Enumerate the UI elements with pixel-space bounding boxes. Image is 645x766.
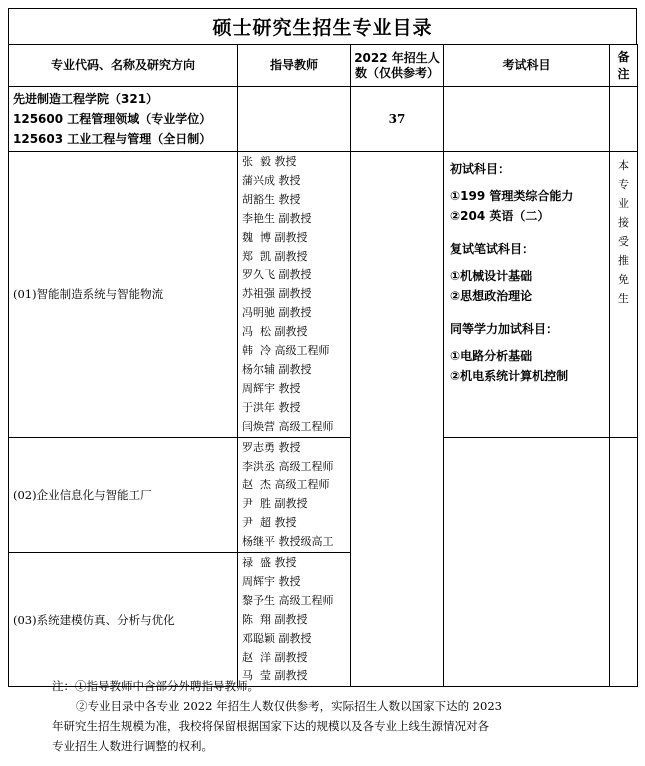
tutor-item: 陈 翔 副教授 bbox=[242, 612, 308, 626]
header-exam: 考试科目 bbox=[444, 45, 610, 87]
tutor-item: 于洪年 教授 bbox=[242, 400, 301, 414]
tutor-item: 尹 胜 副教授 bbox=[242, 497, 308, 511]
tutor-item: 胡豁生 教授 bbox=[242, 192, 301, 206]
exam-item: ①电路分析基础 bbox=[450, 349, 533, 363]
exam-item: ①199 管理类综合能力 bbox=[450, 189, 574, 203]
tutor-item: 韩 冷 高级工程师 bbox=[242, 344, 330, 358]
exam-subjects bbox=[444, 152, 610, 438]
tutor-item: 邓聪颖 副教授 bbox=[242, 631, 312, 645]
tutor-item: 郑 凯 副教授 bbox=[242, 249, 308, 263]
header-major: 专业代码、名称及研究方向 bbox=[9, 45, 238, 87]
extra-exam-title: 同等学力加试科目： bbox=[450, 322, 559, 336]
direction-row bbox=[9, 152, 638, 438]
note-line: 注：①指导教师中含部分外聘指导教师。 bbox=[52, 679, 259, 693]
header-tutor: 指导教师 bbox=[238, 45, 351, 87]
note-line: ②专业目录中各专业 2022 年招生人数仅供参考，实际招生人数以国家下达的 2023 bbox=[76, 699, 502, 713]
tutor-list bbox=[238, 553, 351, 687]
tutor-item: 魏 博 副教授 bbox=[242, 230, 308, 244]
exam-item: ②204 英语（二） bbox=[450, 209, 550, 223]
tutor-item: 冯明驰 副教授 bbox=[242, 306, 312, 320]
direction-name: (02)企业信息化与智能工厂 bbox=[9, 437, 238, 552]
tutor-item: 闫焕营 高级工程师 bbox=[242, 419, 334, 433]
extra-exam-group bbox=[450, 320, 603, 386]
tutor-item: 苏祖强 副教授 bbox=[242, 287, 312, 301]
initial-exam-group bbox=[450, 160, 603, 226]
college-remark-empty bbox=[610, 87, 638, 152]
exam-item: ②思想政治理论 bbox=[450, 289, 533, 303]
college-field: 125600 工程管理领域（专业学位） bbox=[13, 112, 212, 126]
tutor-item: 赵 杰 高级工程师 bbox=[242, 478, 330, 492]
direction-row bbox=[9, 437, 638, 552]
catalog-table bbox=[8, 44, 638, 687]
tutor-item: 张 毅 教授 bbox=[242, 155, 297, 168]
tutor-item: 杨继平 教授级高工 bbox=[242, 535, 334, 549]
remark-text: 本专业接受推免生 bbox=[618, 159, 629, 305]
exam-item: ①机械设计基础 bbox=[450, 269, 533, 283]
college-major: 125603 工业工程与管理（全日制） bbox=[13, 132, 212, 146]
tutor-item: 李艳生 副教授 bbox=[242, 211, 312, 225]
college-info bbox=[9, 87, 238, 152]
header-quota: 2022 年招生人数（仅供参考） bbox=[351, 45, 444, 87]
tutor-item: 周辉宇 教授 bbox=[242, 381, 301, 395]
tutor-item: 李洪丞 高级工程师 bbox=[242, 459, 334, 473]
header-remark: 备注 bbox=[610, 45, 638, 87]
quota-empty bbox=[351, 152, 444, 687]
exam-empty bbox=[444, 437, 610, 687]
tutor-item: 禄 盛 教授 bbox=[242, 556, 297, 570]
page-title: 硕士研究生招生专业目录 bbox=[8, 8, 637, 45]
note-line: 年研究生招生规模为准，我校将保留根据国家下达的规模以及各专业上线生源情况对各 bbox=[52, 719, 489, 733]
remark-empty bbox=[610, 437, 638, 687]
tutor-item: 冯 松 副教授 bbox=[242, 325, 308, 339]
tutor-item: 罗志勇 教授 bbox=[242, 440, 301, 454]
retest-exam-title: 复试笔试科目： bbox=[450, 242, 535, 256]
tutor-item: 马 莹 副教授 bbox=[242, 669, 308, 683]
note-line: 专业招生人数进行调整的权利。 bbox=[52, 739, 213, 753]
remark bbox=[610, 152, 638, 438]
tutor-list bbox=[238, 437, 351, 552]
quota-value: 37 bbox=[351, 87, 444, 152]
tutor-item: 黎予生 高级工程师 bbox=[242, 593, 334, 607]
tutor-item: 尹 超 教授 bbox=[242, 516, 297, 530]
initial-exam-title: 初试科目： bbox=[450, 162, 511, 176]
college-tutor-empty bbox=[238, 87, 351, 152]
tutor-item: 赵 洋 副教授 bbox=[242, 650, 308, 664]
retest-exam-group bbox=[450, 240, 603, 306]
tutor-item: 蒲兴成 教授 bbox=[242, 173, 301, 187]
table-header-row bbox=[9, 45, 638, 87]
college-exam-empty bbox=[444, 87, 610, 152]
notes bbox=[8, 676, 637, 756]
college-name: 先进制造工程学院（321） bbox=[13, 92, 159, 106]
tutor-item: 周辉宇 教授 bbox=[242, 574, 301, 588]
direction-name: (01)智能制造系统与智能物流 bbox=[9, 152, 238, 438]
tutor-list bbox=[238, 152, 351, 438]
college-row bbox=[9, 87, 638, 152]
tutor-item: 罗久飞 副教授 bbox=[242, 268, 312, 282]
tutor-item: 杨尔辅 副教授 bbox=[242, 362, 312, 376]
exam-item: ②机电系统计算机控制 bbox=[450, 369, 569, 383]
direction-name: (03)系统建模仿真、分析与优化 bbox=[9, 553, 238, 687]
